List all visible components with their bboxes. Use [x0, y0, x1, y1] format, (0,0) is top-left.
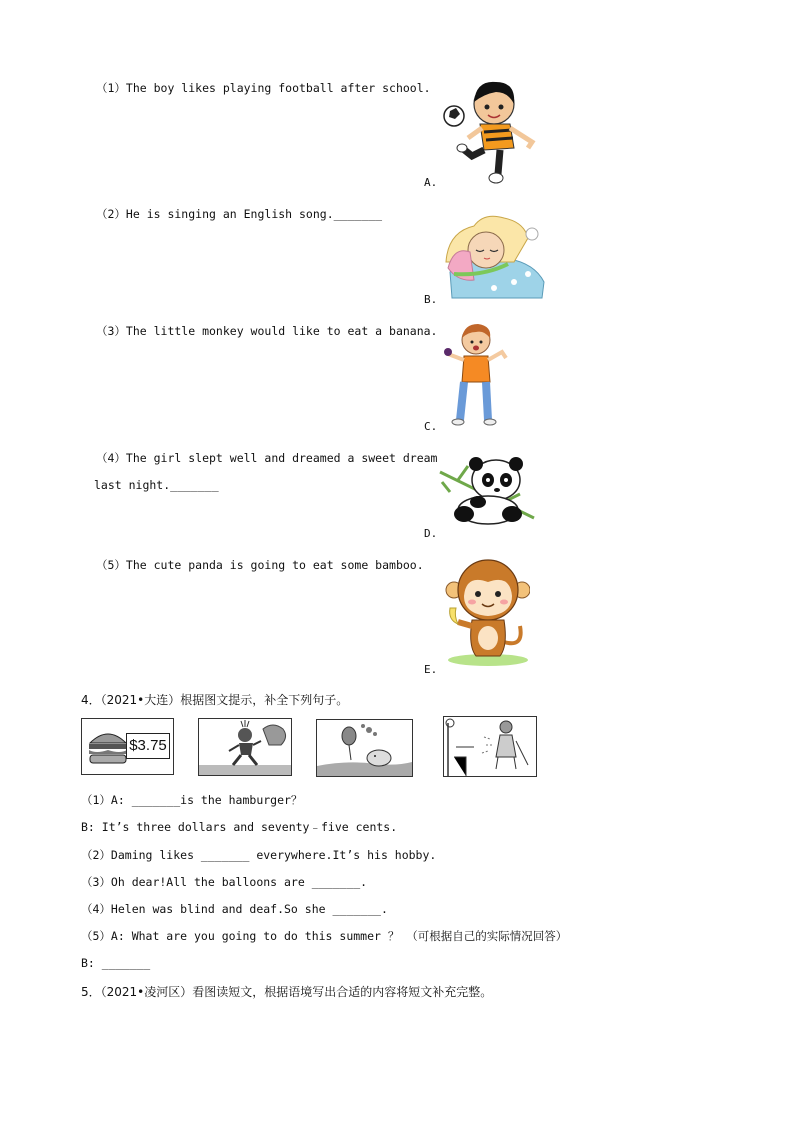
- running-boy-icon: [199, 719, 291, 775]
- option-label-d: D.: [424, 527, 438, 540]
- balloons-picture: [316, 719, 413, 777]
- question-5-heading: 5．（2021•凌河区）看图读短文，根据语境写出合适的内容将短文补充完整。: [81, 985, 493, 999]
- matching-item-2: （2）He is singing an English song._______: [96, 207, 383, 221]
- boy-football-picture: [440, 78, 540, 186]
- blind-girl-picture: [443, 716, 537, 777]
- panda-bamboo-picture: [438, 452, 538, 530]
- question-4-line-2: B: It’s three dollars and seventy﹣five cents.: [81, 820, 398, 834]
- matching-item-3: （3）The little monkey would like to eat a banana.: [96, 324, 438, 338]
- question-4-line-3: （2）Daming likes _______ everywhere.It’s his hobby.: [81, 848, 437, 862]
- option-label-e: E.: [424, 663, 438, 676]
- balloons-icon: [317, 720, 412, 776]
- question-4-line-1: （1）A: _______is the hamburger？: [81, 793, 303, 807]
- option-label-a: A.: [424, 176, 438, 189]
- question-4-line-5: （4）Helen was blind and deaf.So she _______.: [81, 902, 388, 916]
- matching-item-4-continued: last night._______: [94, 478, 219, 492]
- question-4-heading: 4．（2021•大连）根据图文提示，补全下列句子。: [81, 693, 349, 707]
- price-tag: $3.75: [126, 733, 170, 759]
- option-label-b: B.: [424, 293, 438, 306]
- question-4-line-7: B: _______: [81, 956, 151, 970]
- hamburger-icon: [86, 725, 130, 769]
- running-boy-picture: [198, 718, 292, 776]
- question-4-line-4: （3）Oh dear!All the balloons are _______.: [81, 875, 368, 889]
- boy-singing-picture: [438, 320, 512, 428]
- girl-sleeping-picture: [444, 202, 548, 300]
- question-4-line-6: （5）A: What are you going to do this summer ？ （可根据自己的实际情况回答）: [81, 929, 568, 943]
- monkey-banana-picture: [444, 556, 530, 668]
- hamburger-price-picture: [81, 718, 174, 775]
- matching-item-4: （4）The girl slept well and dreamed a sweet dream: [96, 451, 438, 465]
- blind-girl-icon: [444, 717, 536, 776]
- matching-item-1: （1）The boy likes playing football after school.: [96, 81, 431, 95]
- option-label-c: C.: [424, 420, 438, 433]
- matching-item-5: （5）The cute panda is going to eat some bamboo.: [96, 558, 424, 572]
